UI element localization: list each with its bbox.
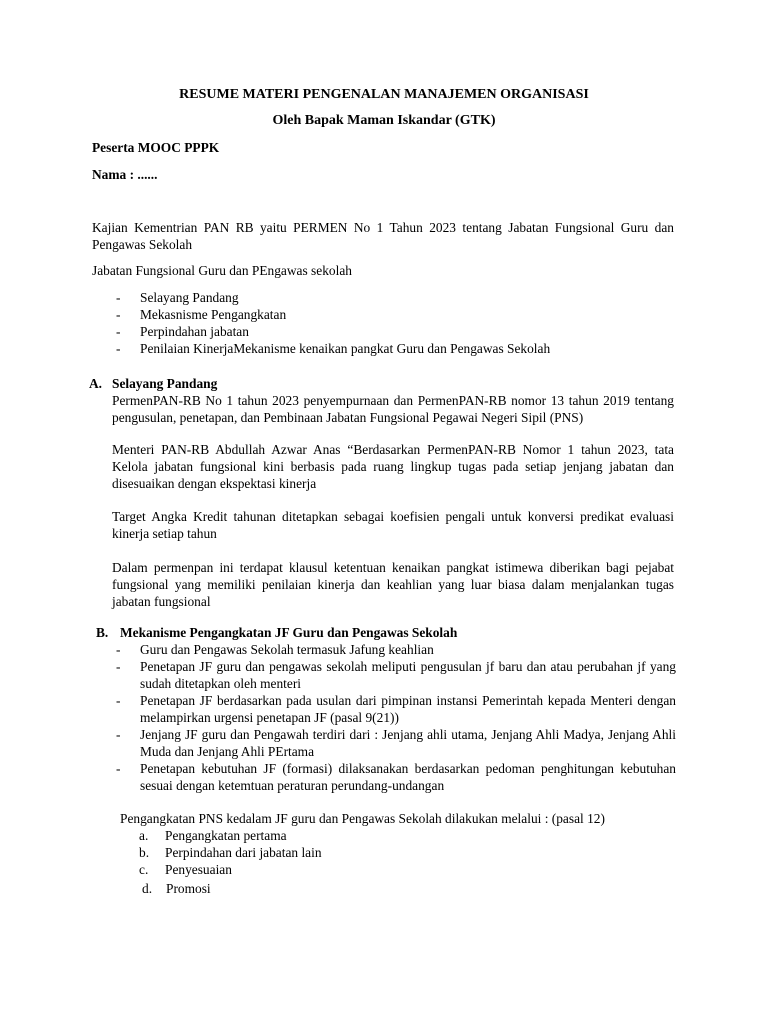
dash-bullet-icon: - — [116, 727, 121, 742]
section-a-paragraph-1: PermenPAN-RB No 1 tahun 2023 penyempurnaan dan PermenPAN-RB nomor 13 tahun 2019 tentang pengusulan, penetapan, dan Pembinaan Jabatan Fungsional Pegawai Negeri Sipil (PNS) — [112, 393, 674, 425]
dash-bullet-icon: - — [116, 290, 121, 305]
section-b-heading: Mekanisme Pengangkatan JF Guru dan Pengawas Sekolah — [120, 625, 458, 640]
dash-bullet-icon: - — [116, 341, 121, 356]
list-item: d. Promosi — [142, 881, 211, 896]
section-a-paragraph-2: Menteri PAN-RB Abdullah Azwar Anas “Berdasarkan PermenPAN-RB Nomor 1 tahun 2023, tata Kelola jabatan fungsional kini berbasis pada ruang lingkup tugas pada setiap jenjang jabatan dan disesuaikan dengan ekspektasi kinerja — [112, 442, 674, 491]
section-b-subheading: Pengangkatan PNS kedalam JF guru dan Pengawas Sekolah dilakukan melalui : (pasal 12) — [120, 811, 605, 826]
list-item: - Penilaian KinerjaMekanisme kenaikan pangkat Guru dan Pengawas Sekolah — [116, 341, 551, 356]
list-item: a. Pengangkatan pertama — [139, 828, 287, 843]
section-a-marker: A. — [89, 376, 103, 391]
section-b-marker: B. — [96, 625, 109, 640]
list-item: - Penetapan kebutuhan JF (formasi) dilaksanakan berdasarkan pedoman penghitungan kebutuhan sesuai dengan ketemtuan peraturan perundang-undangan — [116, 761, 676, 793]
section-b-list — [116, 641, 676, 794]
dash-bullet-icon: - — [116, 761, 121, 776]
intro-paragraph: Kajian Kementrian PAN RB yaitu PERMEN No 1 Tahun 2023 tentang Jabatan Fungsional Guru dan Pengawas Sekolah — [92, 220, 674, 252]
dash-bullet-icon: - — [116, 324, 121, 339]
participant-label: Peserta MOOC PPPK — [92, 140, 220, 155]
document-title: RESUME MATERI PENGENALAN MANAJEMEN ORGANISASI — [179, 87, 589, 102]
list-item: - Perpindahan jabatan — [116, 324, 249, 339]
section-a-paragraph-4: Dalam permenpan ini terdapat klausul ketentuan kenaikan pangkat istimewa diberikan bagi pejabat fungsional yang memiliki penilaian kinerja dan keahlian yang luar biasa dalam menjalankan tugas jabatan fungsional — [112, 560, 674, 609]
section-b-sublist — [139, 827, 322, 897]
intro-list — [116, 289, 676, 357]
list-item: - Selayang Pandang — [116, 290, 239, 305]
list-item: b. Perpindahan dari jabatan lain — [139, 845, 322, 860]
list-item: - Guru dan Pengawas Sekolah termasuk Jafung keahlian — [116, 642, 434, 657]
section-a-heading: Selayang Pandang — [112, 376, 218, 391]
dash-bullet-icon: - — [116, 693, 121, 708]
list-item: - Penetapan JF guru dan pengawas sekolah meliputi pengusulan jf baru dan atau perubahan jf yang sudah ditetapkan oleh menteri — [116, 659, 676, 691]
intro-heading: Jabatan Fungsional Guru dan PEngawas sekolah — [92, 263, 352, 278]
name-label: Nama : ...... — [92, 167, 158, 182]
section-a-paragraph-3: Target Angka Kredit tahunan ditetapkan sebagai koefisien pengali untuk konversi predikat evaluasi kinerja setiap tahun — [112, 509, 674, 541]
list-item: - Penetapan JF berdasarkan pada usulan dari pimpinan instansi Pemerintah kepada Menteri dengan melampirkan urgensi penetapan JF (pasal 9(21)) — [116, 693, 676, 725]
document-author: Oleh Bapak Maman Iskandar (GTK) — [272, 113, 496, 128]
dash-bullet-icon: - — [116, 659, 121, 674]
dash-bullet-icon: - — [116, 642, 121, 657]
list-item: - Mekasnisme Pengangkatan — [116, 307, 287, 322]
list-item: c. Penyesuaian — [139, 862, 232, 877]
dash-bullet-icon: - — [116, 307, 121, 322]
list-item: - Jenjang JF guru dan Pengawah terdiri dari : Jenjang ahli utama, Jenjang Ahli Madya, Jenjang Ahli Muda dan Jenjang Ahli PErtama — [116, 727, 676, 759]
